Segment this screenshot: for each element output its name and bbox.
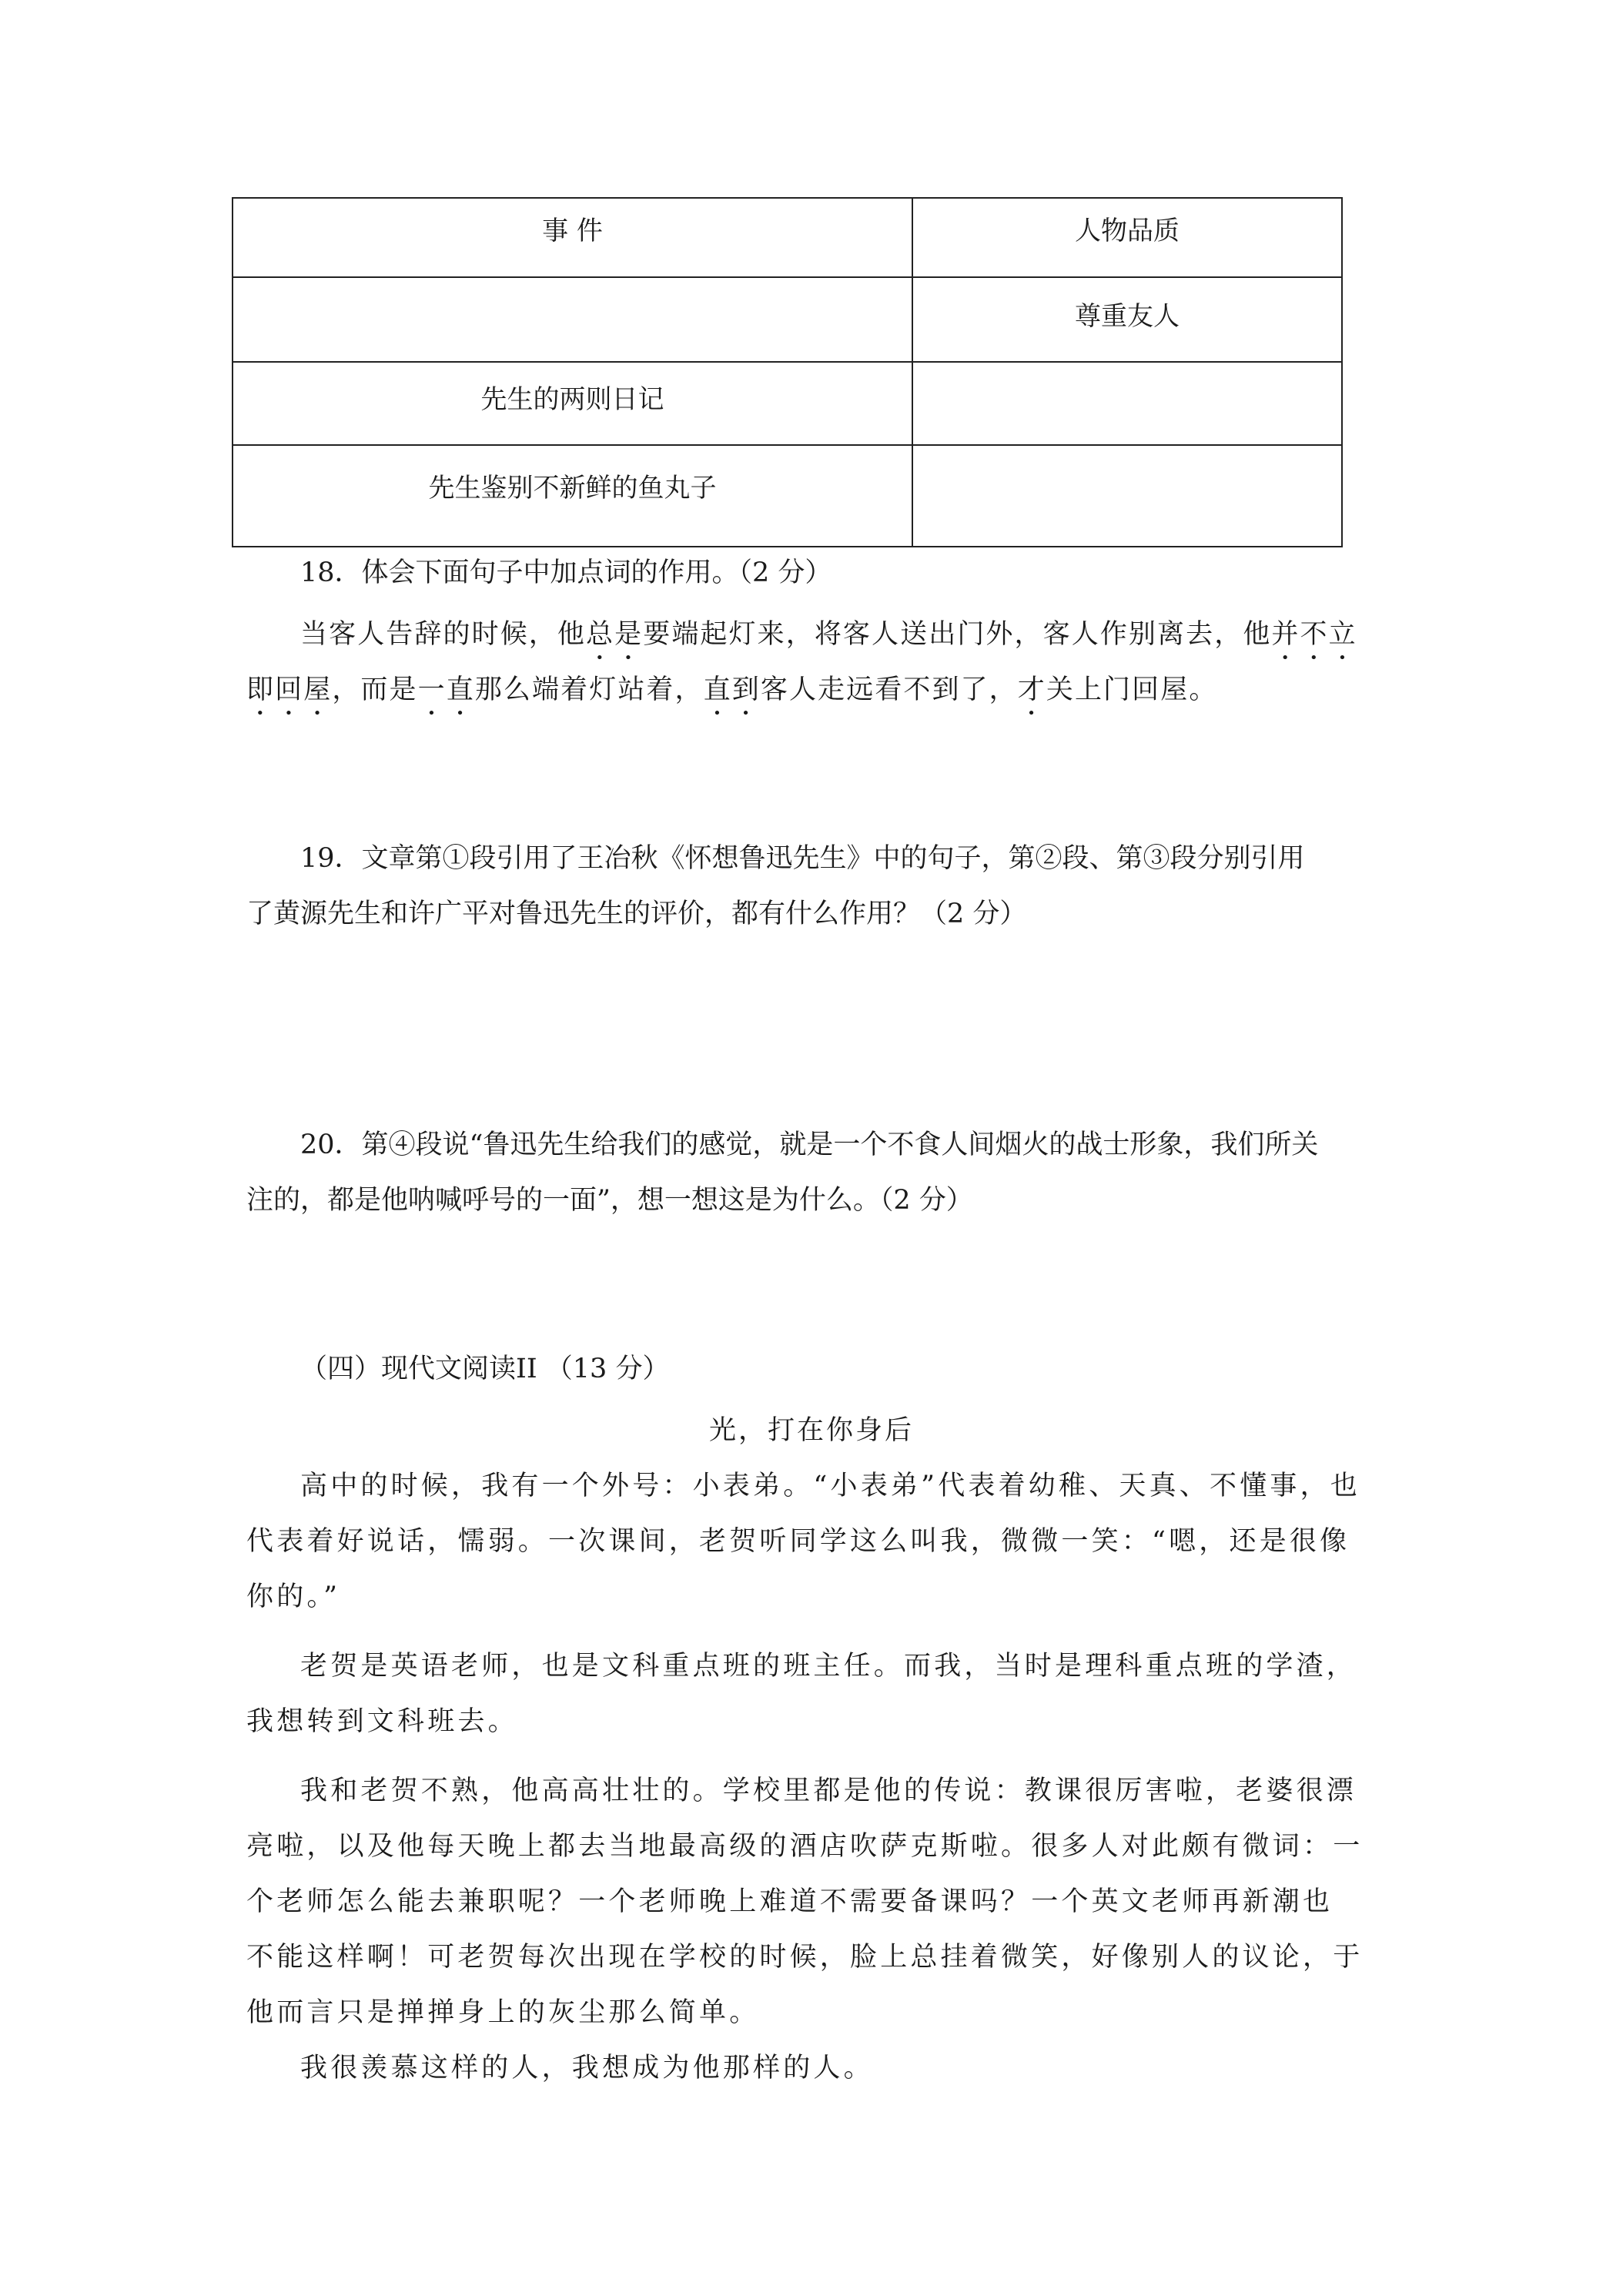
paragraph-line: 亮啦，以及他每天晚上都去当地最高级的酒店吹萨克斯啦。很多人对此颇有微词：一 [246, 1831, 1364, 1862]
question-19-line-2: 了黄源先生和许广平对鲁迅先生的评价，都有什么作用？（2 分） [246, 899, 1027, 929]
paragraph-line: 我很羡慕这样的人，我想成为他那样的人。 [300, 2053, 874, 2083]
emphasized-word: 即回屋 [246, 674, 333, 705]
table-cell: 先生的两则日记 [480, 384, 664, 415]
paragraph-line: 你的。” [246, 1581, 341, 1612]
question-20-line-1: 20．第④段说“鲁迅先生给我们的感觉，就是一个不食人间烟火的战士形象，我们所关 [300, 1130, 1319, 1160]
table-divider [233, 276, 1341, 278]
emphasized-word: 一直 [417, 674, 475, 705]
text: 关上门回屋。 [1046, 674, 1218, 705]
paragraph-line: 高中的时候，我有一个外号：小表弟。“小表弟”代表着幼稚、天真、不懂事，也 [300, 1471, 1360, 1501]
paragraph-line: 个老师怎么能去兼职呢？一个老师晚上难道不需要备课吗？一个英文老师再新潮也 [246, 1886, 1334, 1917]
text: ，而是 [332, 674, 418, 705]
table-divider [912, 199, 913, 546]
table-cell: 尊重友人 [1075, 301, 1180, 332]
paragraph-line: 他而言只是掸掸身上的灰尘那么简单。 [246, 1997, 760, 2028]
table-header-quality: 人物品质 [1075, 216, 1180, 246]
paragraph-line: 我和老贺不熟，他高高壮壮的。学校里都是他的传说：教课很厉害啦，老婆很漂 [300, 1776, 1357, 1806]
question-18: 18．体会下面句子中加点词的作用。（2 分） [300, 557, 832, 588]
emphasized-word: 总是 [586, 619, 644, 650]
text: 那么端着灯站着， [474, 674, 704, 705]
emphasized-word: 才 [1017, 674, 1046, 705]
table-header-event: 事 件 [542, 216, 603, 246]
event-quality-table [232, 197, 1343, 547]
paragraph-line: 不能这样啊！可老贺每次出现在学校的时候，脸上总挂着微笑，好像别人的议论，于 [246, 1942, 1364, 1973]
quoted-sentence-line [300, 619, 1357, 666]
question-19-line-1: 19．文章第①段引用了王冶秋《怀想鲁迅先生》中的句子，第②段、第③段分别引用 [300, 843, 1305, 874]
paragraph-line: 代表着好说话，懦弱。一次课间，老贺听同学这么叫我，微微一笑：“嗯，还是很像 [246, 1526, 1350, 1557]
question-20-line-2: 注的，都是他呐喊呼号的一面”，想一想这是为什么。（2 分） [246, 1185, 973, 1216]
emphasized-word: 并不立 [1271, 619, 1357, 650]
table-cell: 先生鉴别不新鲜的鱼丸子 [428, 473, 717, 504]
article-title: 光，打在你身后 [708, 1415, 914, 1446]
paragraph-line: 老贺是英语老师，也是文科重点班的班主任。而我，当时是理科重点班的学渣， [300, 1651, 1357, 1682]
quoted-sentence-line [246, 674, 1217, 721]
text: 客人走远看不到了， [760, 674, 1018, 705]
table-divider [233, 444, 1341, 446]
section-heading: （四）现代文阅读II （13 分） [300, 1354, 670, 1384]
emphasized-word: 直到 [703, 674, 761, 705]
paragraph-line: 我想转到文科班去。 [246, 1706, 518, 1737]
text: 要端起灯来，将客人送出门外，客人作别离去，他 [643, 619, 1272, 650]
table-divider [233, 361, 1341, 363]
text: 当客人告辞的时候，他 [300, 619, 587, 650]
